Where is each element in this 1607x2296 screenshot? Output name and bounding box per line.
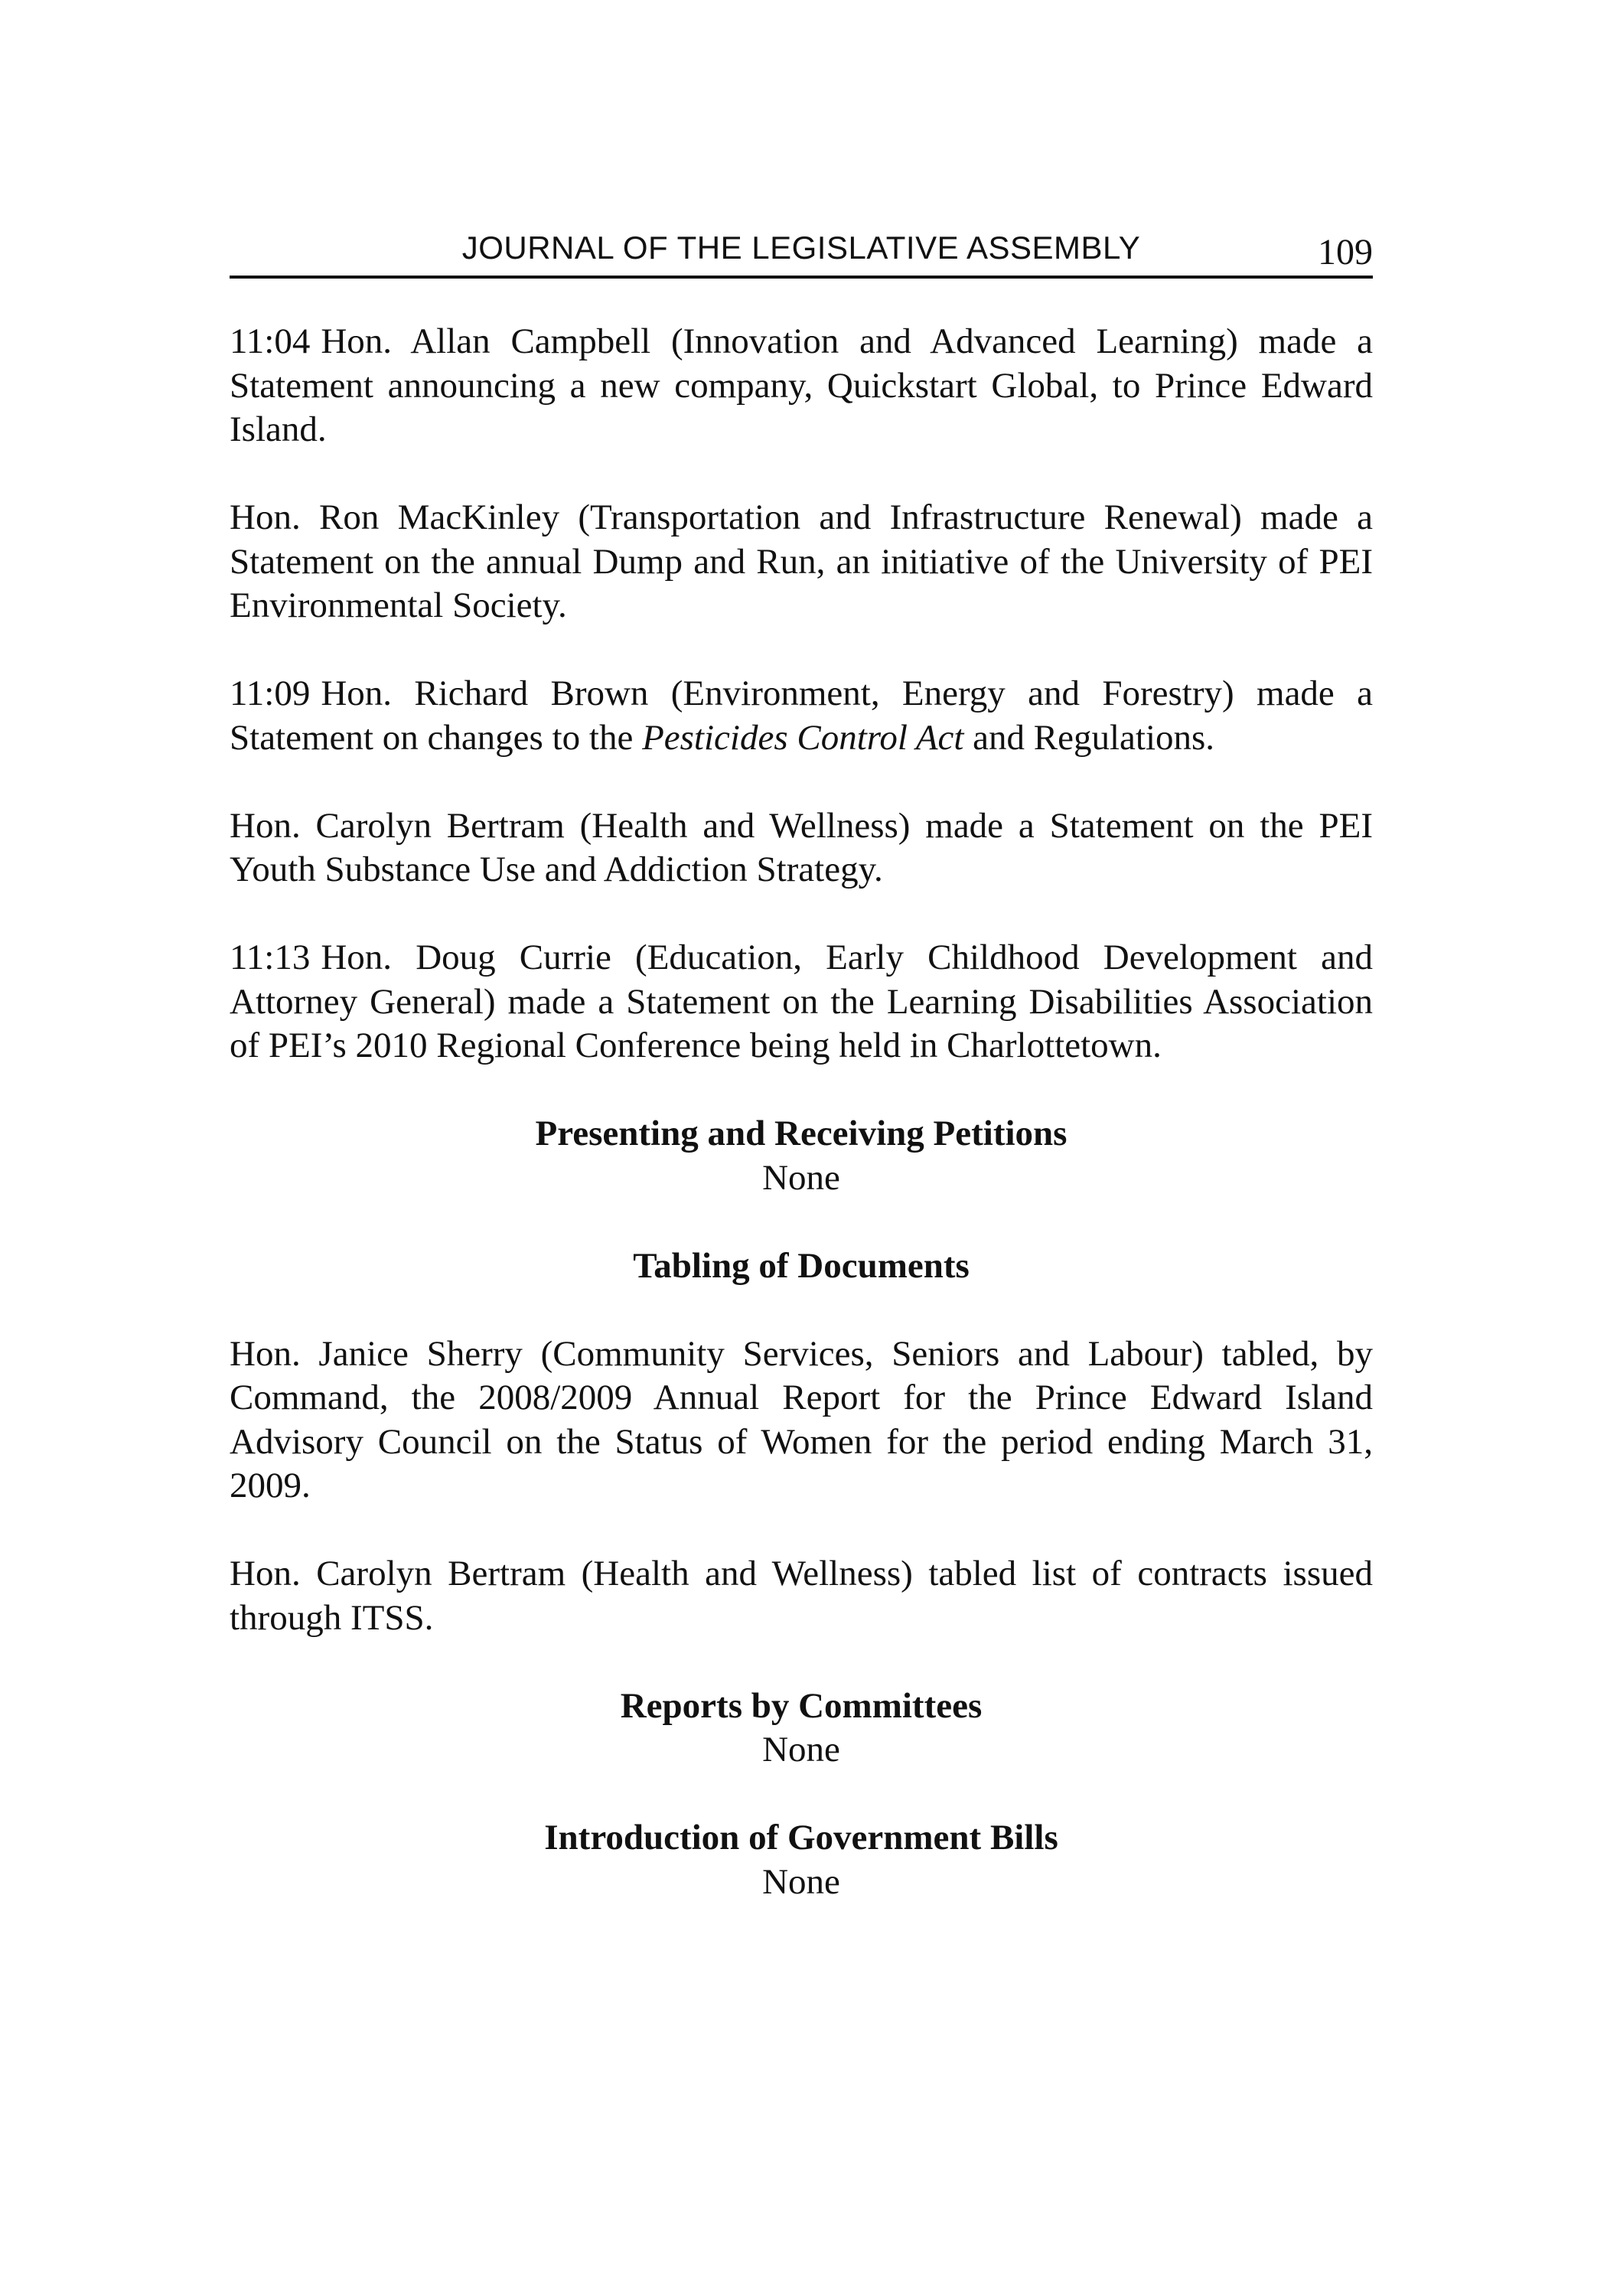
journal-title: JOURNAL OF THE LEGISLATIVE ASSEMBLY [461, 230, 1141, 266]
entry-text: Hon. Ron MacKinley (Transportation and Infrastructure Renewal) made a Statement on the annual Dump and Run, an initiative of the University of PEI Environmental Society. [230, 497, 1373, 625]
tabling-item-sherry: Hon. Janice Sherry (Community Services, Seniors and Labour) tabled, by Command, the 2008/2009 Annual Report for the Prince Edward Island Advisory Council on the Status of Women for the period ending March 31, 2009. [230, 1333, 1373, 1505]
statement-entry-bertram [230, 804, 1373, 892]
section-heading-petitions: Presenting and Receiving Petitions [535, 1114, 1068, 1153]
statement-entry-currie [230, 936, 1373, 1068]
tabling-item-bertram: Hon. Carolyn Bertram (Health and Wellness) tabled list of contracts issued through ITSS. [230, 1554, 1373, 1638]
entry-time: 11:04 [230, 321, 311, 361]
entry-text: Hon. Richard Brown (Environment, Energy and Forestry) made a Statement on changes to the [230, 673, 1373, 758]
act-title: Pesticides Control Act [642, 717, 964, 758]
entry-text: Hon. Doug Currie (Education, Early Childhood Development and Attorney General) made a Statement on the Learning Disabilities Association of PEI’s 2010 Regional Conference being held in Charlottetown. [230, 938, 1373, 1065]
section-heading-government-bills: Introduction of Government Bills [544, 1818, 1058, 1857]
entry-text: and Regulations. [973, 717, 1215, 758]
section-body-committees: None [762, 1730, 840, 1769]
section-heading-tabling: Tabling of Documents [633, 1245, 970, 1286]
statement-entry-brown [230, 672, 1373, 760]
section-body-petitions: None [762, 1157, 840, 1198]
journal-body [230, 320, 1373, 1949]
section-heading-committees: Reports by Committees [620, 1685, 983, 1726]
statement-entry-campbell [230, 320, 1373, 452]
section-body-government-bills: None [762, 1861, 840, 1902]
entry-text: Hon. Carolyn Bertram (Health and Wellness) made a Statement on the PEI Youth Substance Use and Addiction Strategy. [230, 805, 1373, 889]
running-header [230, 227, 1373, 279]
statement-entry-mackinley [230, 496, 1373, 628]
page-number: 109 [1318, 232, 1373, 272]
entry-time: 11:13 [230, 938, 311, 977]
entry-text: Hon. Allan Campbell (Innovation and Advanced Learning) made a Statement announcing a new company, Quickstart Global, to Prince Edward Island. [230, 321, 1373, 449]
entry-time: 11:09 [230, 673, 311, 713]
